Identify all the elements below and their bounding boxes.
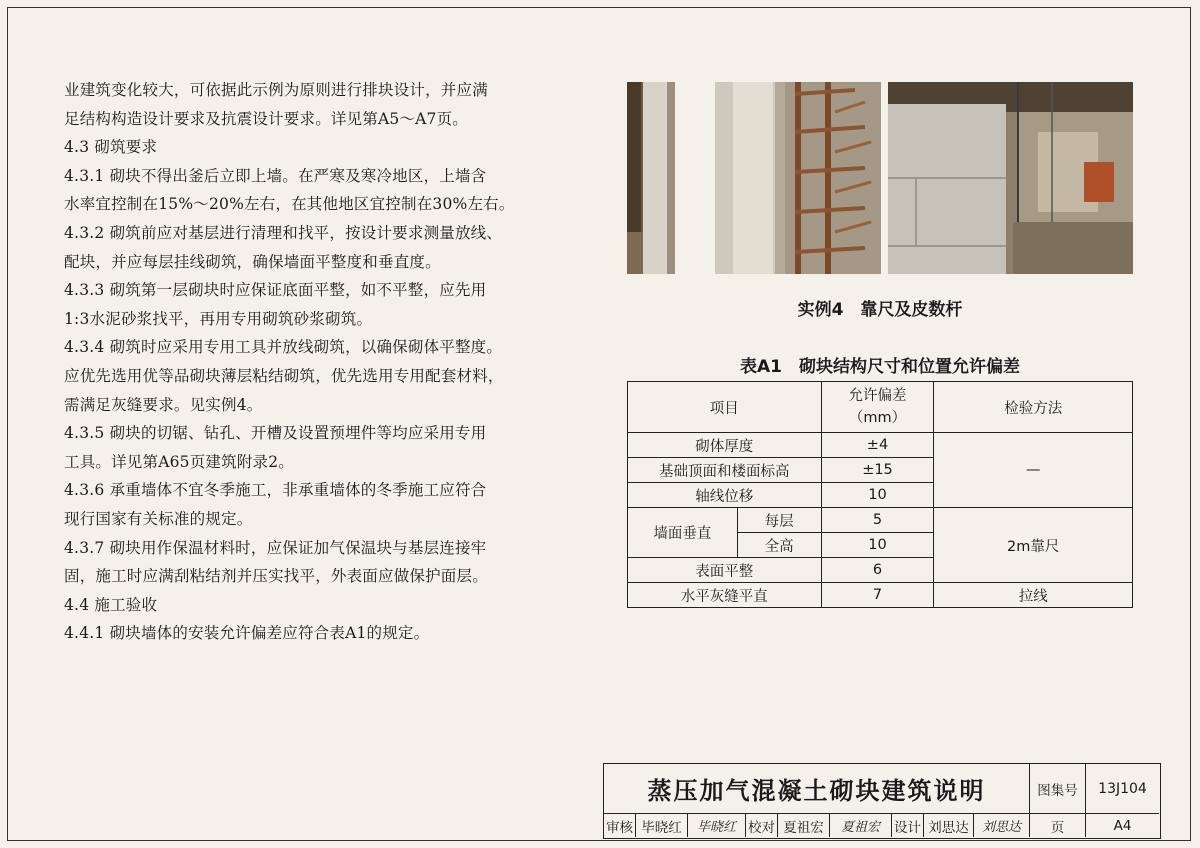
- table-cell: 表面平整: [628, 558, 822, 583]
- paragraph-line: 足结构构造设计要求及抗震设计要求。详见第A5～A7页。: [64, 109, 469, 128]
- design-label: 设计: [892, 814, 924, 837]
- photo-rebar: [715, 82, 881, 274]
- drawing-title: 蒸压加气混凝土砌块建筑说明: [604, 764, 1030, 814]
- designer-name: 刘思达: [924, 814, 974, 837]
- table-cell: 7: [821, 583, 934, 608]
- table-cell: 10: [821, 483, 934, 508]
- paragraph-line: 现行国家有关标准的规定。: [64, 509, 253, 528]
- paragraph-line: 业建筑变化较大，可依据此示例为原则进行排块设计，并应满: [64, 81, 488, 99]
- header-unit: （mm）: [848, 410, 907, 426]
- signature-row: [604, 814, 1159, 837]
- table-cell: 5: [821, 508, 934, 533]
- review-label: 审核: [604, 814, 636, 837]
- header-tolerance-label: 允许偏差: [848, 388, 907, 404]
- paragraph-line: 4.3.4 砌筑时应采用专用工具并放线砌筑，以确保砌体平整度。: [64, 338, 503, 357]
- paragraph-line: 4.3.5 砌块的切锯、钻孔、开槽及设置预埋件等均应采用专用: [64, 424, 487, 443]
- paragraph-line: 4.3.7 砌块用作保温材料时，应保证加气保温块与基层连接牢: [64, 538, 487, 557]
- paragraph-line: 水率宜控制在15%～20%左右，在其他地区宜控制在30%左右。: [64, 195, 515, 214]
- table-cell: 拉线: [934, 583, 1133, 608]
- header-item: 项目: [628, 382, 822, 433]
- table-cell: ±4: [821, 433, 934, 458]
- reviewer-name: 毕晓红: [636, 814, 688, 837]
- table-cell: —: [934, 433, 1133, 508]
- table-cell: 全高: [737, 533, 821, 558]
- table-title: 表A1 砌块结构尺寸和位置允许偏差: [740, 357, 1020, 377]
- figure-caption: 实例4 靠尺及皮数杆: [797, 300, 963, 320]
- tolerance-table: [627, 381, 1133, 608]
- page-number: A4: [1113, 817, 1132, 834]
- checker-signature: 夏祖宏: [830, 814, 892, 837]
- photo-wall: [888, 82, 1133, 274]
- paragraph-line: 1:3水泥砂浆找平，再用专用砌筑砂浆砌筑。: [64, 309, 373, 328]
- table-cell: 每层: [737, 508, 821, 533]
- paragraph-line: 4.3.2 砌筑前应对基层进行清理和找平，按设计要求测量放线、: [64, 223, 503, 242]
- table-cell: 10: [821, 533, 934, 558]
- paragraph-line: 工具。详见第A65页建筑附录2。: [64, 452, 294, 471]
- paragraph-line: 固，施工时应满刮粘结剂并压实找平，外表面应做保护面层。: [64, 567, 488, 586]
- table-cell: 2m靠尺: [934, 508, 1133, 583]
- paragraph-line: 应优先选用优等品砌块薄层粘结砌筑，优先选用专用配套材料，: [64, 366, 504, 385]
- paragraph-line: 4.3.6 承重墙体不宜冬季施工，非承重墙体的冬季施工应符合: [64, 481, 487, 500]
- paragraph-line: 4.4.1 砌块墙体的安装允许偏差应符合表A1的规定。: [64, 624, 430, 643]
- header-tolerance: [821, 382, 934, 433]
- designer-signature: 刘思达: [974, 814, 1030, 837]
- table-cell: 轴线位移: [628, 483, 822, 508]
- title-block: [603, 763, 1161, 839]
- section-heading: 4.3 砌筑要求: [64, 138, 158, 157]
- table-cell: 6: [821, 558, 934, 583]
- atlas-number: 13J104: [1086, 764, 1159, 814]
- table-cell: 砌体厚度: [628, 433, 822, 458]
- table-cell: 水平灰缝平直: [628, 583, 822, 608]
- paragraph-line: 4.3.3 砌筑第一层砌块时应保证底面平整，如不平整，应先用: [64, 281, 487, 300]
- table-cell: 基础顶面和楼面标高: [628, 458, 822, 483]
- page-label: 页: [1030, 814, 1086, 837]
- atlas-label: 图集号: [1030, 764, 1086, 814]
- section-heading: 4.4 施工验收: [64, 595, 158, 614]
- body-text: [64, 76, 584, 648]
- table-cell: ±15: [821, 458, 934, 483]
- reviewer-signature: 毕晓红: [688, 814, 746, 837]
- table-cell: 墙面垂直: [628, 508, 738, 558]
- photo-column: [627, 82, 675, 274]
- header-method: 检验方法: [934, 382, 1133, 433]
- paragraph-line: 4.3.1 砌块不得出釜后立即上墙。在严寒及寒冷地区，上墙含: [64, 166, 487, 185]
- paragraph-line: 需满足灰缝要求。见实例4。: [64, 395, 263, 414]
- paragraph-line: 配块，并应每层挂线砌筑，确保墙面平整度和垂直度。: [64, 252, 441, 271]
- checker-name: 夏祖宏: [778, 814, 830, 837]
- check-label: 校对: [746, 814, 778, 837]
